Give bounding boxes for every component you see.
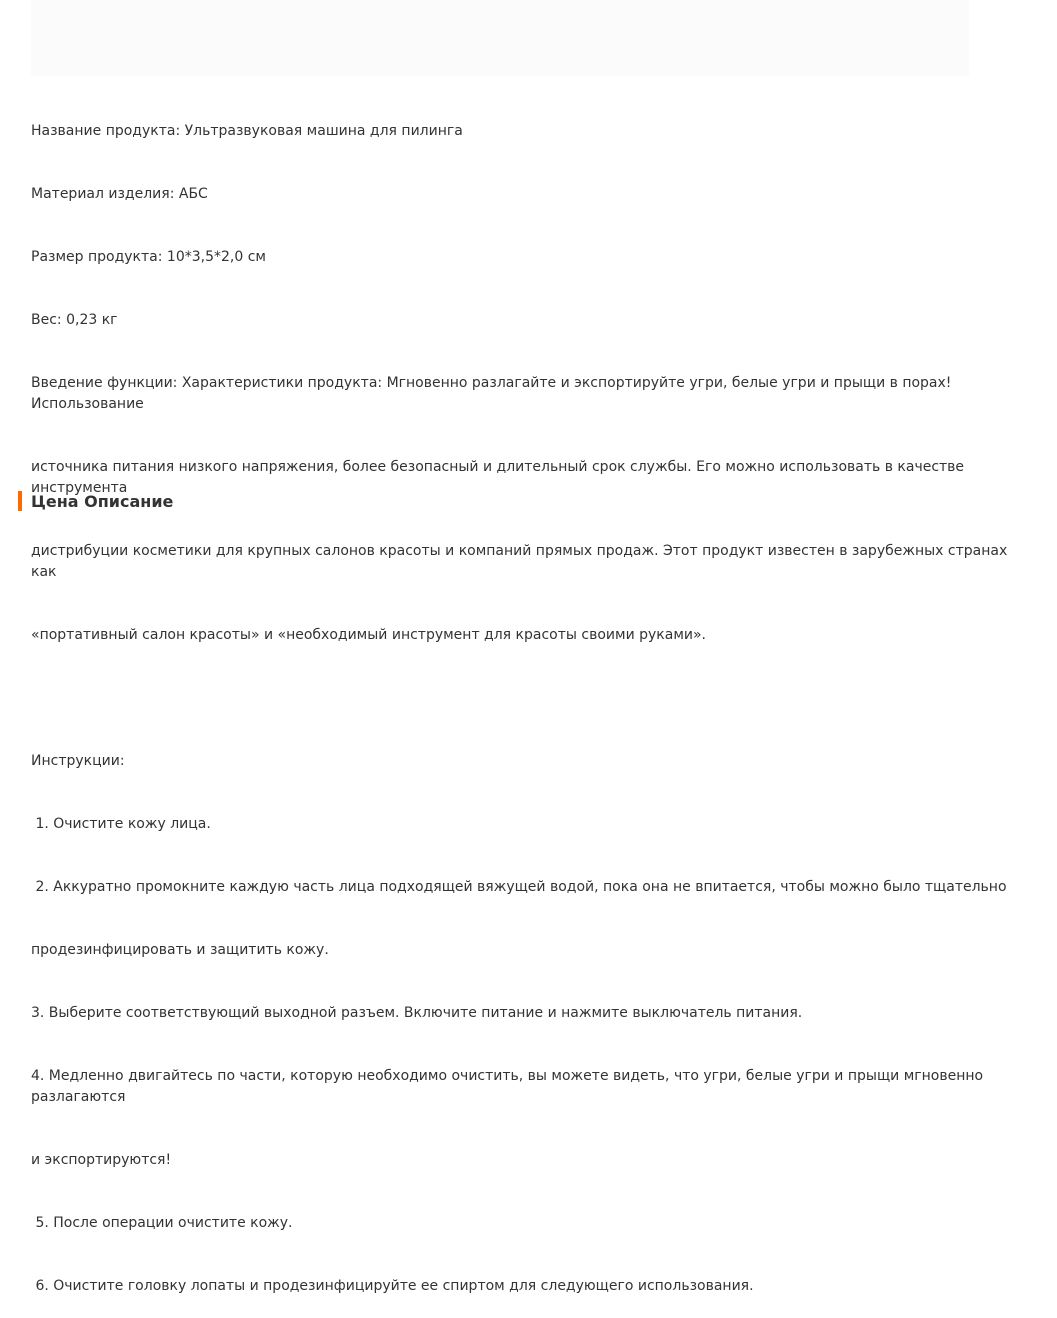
instruction-line: 1. Очистите кожу лица. xyxy=(31,816,211,832)
instruction-line: продезинфицировать и защитить кожу. xyxy=(31,942,329,958)
product-description xyxy=(31,79,1021,1318)
top-banner-area xyxy=(31,0,969,76)
section-title: Цена Описание xyxy=(31,491,174,511)
product-material-line: Материал изделия: АБС xyxy=(31,186,208,202)
paragraph-spacer xyxy=(31,688,1021,709)
product-intro-line: дистрибуции косметики для крупных салонов красоты и компаний прямых продаж. Этот продукт известен в зарубежных странах как xyxy=(31,543,1012,580)
product-intro-line: источника питания низкого напряжения, более безопасный и длительный срок службы. Его можно использовать в качестве инструмента xyxy=(31,459,969,496)
instruction-line: 6. Очистите головку лопаты и продезинфицируйте ее спиртом для следующего использования. xyxy=(31,1278,754,1294)
product-name-line: Название продукта: Ультразвуковая машина для пилинга xyxy=(31,123,463,139)
section-accent-bar xyxy=(18,491,22,511)
instruction-line: 4. Медленно двигайтесь по части, которую необходимо очистить, вы можете видеть, что угри, белые угри и прыщи мгновенно разлагаются xyxy=(31,1068,988,1105)
instruction-line: 3. Выберите соответствующий выходной разъем. Включите питание и нажмите выключатель питания. xyxy=(31,1005,803,1021)
instruction-line: 2. Аккуратно промокните каждую часть лица подходящей вяжущей водой, пока она не впитается, чтобы можно было тщательно xyxy=(31,879,1007,895)
product-size-line: Размер продукта: 10*3,5*2,0 см xyxy=(31,249,266,265)
instruction-line: и экспортируются! xyxy=(31,1152,172,1168)
instruction-line: 5. После операции очистите кожу. xyxy=(31,1215,293,1231)
instructions-heading: Инструкции: xyxy=(31,753,125,769)
product-weight-line: Вес: 0,23 кг xyxy=(31,312,118,328)
price-description-section-header xyxy=(18,490,173,512)
product-intro-line: «портативный салон красоты» и «необходимый инструмент для красоты своими руками». xyxy=(31,627,707,643)
product-intro-line: Введение функции: Характеристики продукта: Мгновенно разлагайте и экспортируйте угри, белые угри и прыщи в порах! Использование xyxy=(31,375,956,412)
